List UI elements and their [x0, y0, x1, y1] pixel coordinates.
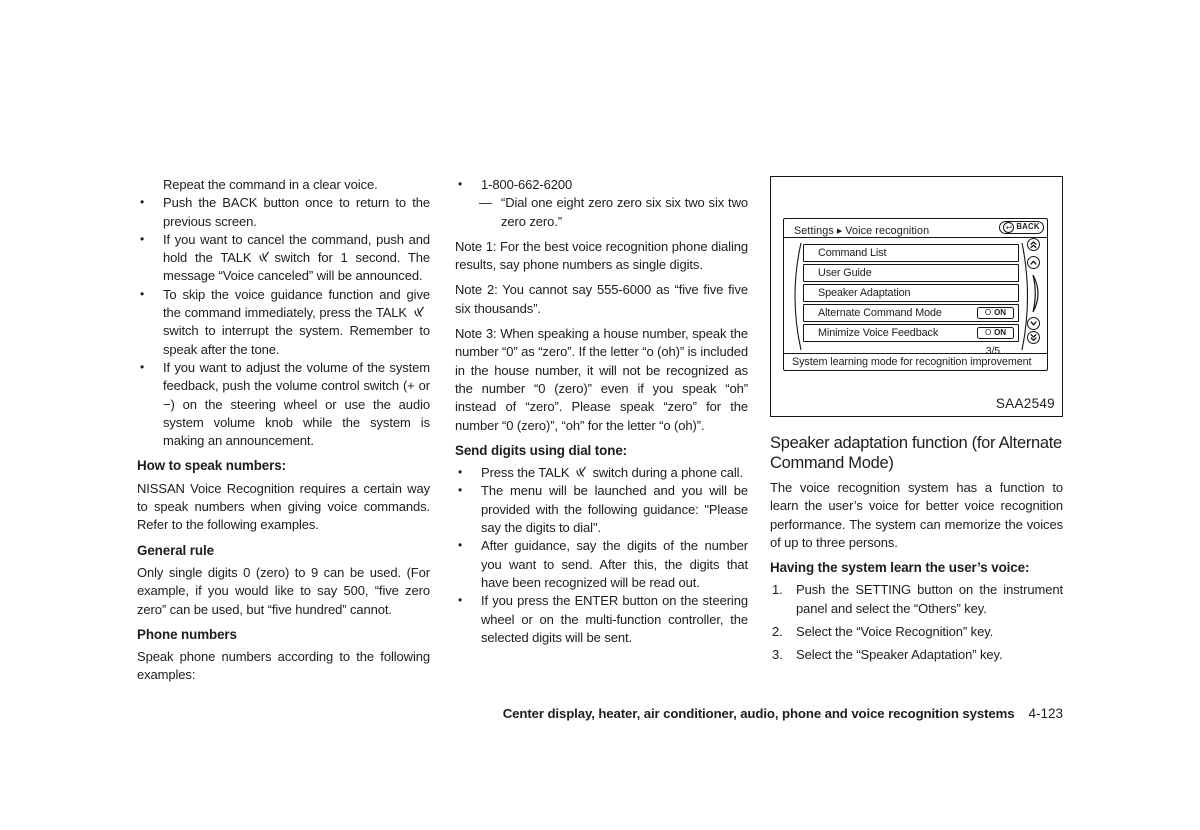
section-heading: Phone numbers — [137, 626, 237, 642]
bullet-item — [455, 482, 748, 537]
chevron-up-icon — [1029, 258, 1038, 267]
screen-status-bar — [784, 353, 1047, 370]
item-text: Push the SETTING button on the instrument panel and select the “Others” key. — [796, 582, 1063, 616]
menu-item-label: Command List — [818, 246, 887, 259]
section-heading: General rule — [137, 542, 214, 558]
bullet-text: switch for 1 second. The message “Voice canceled” will be announced. — [163, 250, 431, 284]
paragraph: NISSAN Voice Recognition requires a certain way to speak numbers when giving voice commands. Refer to the following examples. — [137, 480, 430, 533]
note-paragraph: Note 1: For the best voice recognition phone dialing results, say phone numbers as single digits. — [455, 238, 748, 273]
page-indicator: 3/5 — [985, 345, 1000, 357]
breadcrumb-arrow-icon: ▶ — [836, 228, 843, 235]
bullet-icon: • — [458, 177, 463, 191]
bullet-text: switch during a phone call. — [592, 465, 743, 481]
menu-item-alternate-command-mode — [803, 304, 1019, 322]
menu-item-command-list — [803, 244, 1019, 262]
item-text: Select the “Speaker Adaptation” key. — [796, 647, 1003, 663]
left-curve — [795, 243, 801, 350]
bullet-text: If you want to adjust the volume of the system feedback, push the volume control switch (+ or −) on the steering wheel or use the audio system volume knob while the system is making an announcement. — [163, 359, 430, 449]
paragraph: The voice recognition system has a function to learn the user’s voice for better voice recognition performance. The system can memorize the voices of up to three persons. — [770, 480, 1063, 550]
bullet-icon: • — [458, 538, 463, 553]
on-indicator-circle-icon: O — [985, 308, 992, 317]
dash-icon: — — [479, 195, 492, 211]
on-indicator — [977, 327, 1014, 339]
item-number: 3. — [772, 647, 783, 663]
menu-item-minimize-voice-feedback — [803, 324, 1019, 342]
bullet-item — [455, 176, 748, 194]
bullet-text: After guidance, say the digits of the number you want to send. After this, the digits that have been recognized will be read out. — [481, 538, 748, 590]
scroll-down-button — [1027, 317, 1040, 330]
bullet-item — [455, 464, 748, 482]
article-heading: Speaker adaptation function (for Alternate Command Mode) — [770, 434, 1062, 472]
left-column — [137, 176, 430, 692]
note-paragraph: Note 3: When speaking a house number, speak the number “0” as “zero”. If the letter “o (oh)” is included in the house number, it will not be recognized as the number “0 (zero)” even if you speak “oh” instead of “zero”. Please speak “zero” for the number “0 (zero)”, “oh” for the letter “o (oh)”. — [455, 326, 748, 433]
menu-item-speaker-adaptation — [803, 284, 1019, 302]
scroll-page-down-button — [1027, 331, 1040, 344]
scroll-up-button — [1027, 256, 1040, 269]
bullet-icon: • — [458, 465, 463, 480]
status-text: System learning mode for recognition improvement — [792, 355, 1032, 368]
screen-titlebar — [784, 219, 1047, 238]
numbered-item — [770, 581, 1063, 618]
bullet-text: Press the TALK — [481, 465, 570, 481]
sub-item-text: “Dial one eight zero zero six six two six two zero zero.” — [501, 195, 748, 229]
menu-item-label: Minimize Voice Feedback — [818, 326, 939, 339]
section-heading: How to speak numbers: — [137, 458, 286, 474]
bullet-icon: • — [458, 483, 463, 498]
bullet-icon: • — [458, 593, 463, 608]
talk-switch-icon — [412, 306, 425, 318]
bullet-text: 1-800-662-6200 — [481, 177, 573, 192]
scrollbar-thumb — [1033, 275, 1038, 312]
paragraph: Only single digits 0 (zero) to 9 can be used. (For example, if you would like to say 500, “five zero zero” can be used, but “five hundred” cannot. — [137, 564, 430, 617]
back-button-label: BACK — [1016, 222, 1040, 232]
numbered-item — [770, 646, 1063, 664]
bullet-icon: • — [140, 359, 145, 374]
figure-voice-settings-screen — [770, 176, 1063, 417]
chevron-down-icon — [1029, 319, 1038, 328]
item-text: Select the “Voice Recognition” key. — [796, 624, 994, 640]
bullet-icon: • — [140, 195, 145, 210]
bullet-item — [455, 537, 748, 592]
talk-switch-icon — [257, 251, 270, 263]
scroll-page-up-button — [1027, 238, 1040, 251]
item-number: 1. — [772, 582, 783, 598]
bullet-text: If you want to cancel the command, push and hold the TALK — [163, 231, 430, 266]
breadcrumb — [794, 222, 929, 241]
right-column — [770, 176, 1063, 670]
bullet-text: Push the BACK button once to return to the previous screen. — [163, 195, 430, 229]
figure-code: SAA2549 — [995, 395, 1055, 411]
breadcrumb-section: Voice recognition — [845, 225, 930, 237]
talk-switch-icon — [574, 466, 587, 478]
paragraph: Speak phone numbers according to the following examples: — [137, 649, 430, 683]
footer-running-title: Center display, heater, air conditioner, audio, phone and voice recognition systems — [502, 706, 1015, 721]
double-chevron-down-icon — [1029, 333, 1038, 342]
bullet-item — [137, 194, 430, 231]
bullet-icon: • — [140, 286, 145, 301]
bullet-item — [137, 286, 430, 359]
bullet-item — [137, 359, 430, 450]
section-heading: Send digits using dial tone: — [455, 442, 628, 458]
section-heading: Having the system learn the user’s voice: — [770, 560, 1030, 576]
page-footer — [503, 706, 1063, 721]
bullet-item — [137, 231, 430, 286]
breadcrumb-settings: Settings — [794, 225, 834, 237]
on-indicator-label: ON — [994, 328, 1006, 337]
back-button — [999, 221, 1044, 234]
menu-item-label: Alternate Command Mode — [818, 306, 942, 319]
illustrated-screen — [783, 218, 1048, 371]
middle-column — [455, 176, 748, 647]
double-chevron-up-icon — [1029, 240, 1038, 249]
sub-item — [455, 194, 748, 231]
on-indicator-circle-icon: O — [985, 328, 992, 337]
numbered-item — [770, 623, 1063, 641]
bullet-item — [455, 592, 748, 647]
menu-item-label: Speaker Adaptation — [818, 286, 911, 299]
bullet-text: If you press the ENTER button on the steering wheel or on the multi-function controller, the selected digits will be sent. — [481, 593, 748, 645]
note-paragraph: Note 2: You cannot say 555-6000 as “five five five six thousands”. — [455, 282, 748, 316]
back-arrow-icon: ↩ — [1003, 222, 1014, 233]
bullet-text: switch to interrupt the system. Remember to speak after the tone. — [163, 323, 430, 357]
bullet-text: The menu will be launched and you will be provided with the following guidance: "Please say the digits to dial". — [481, 483, 748, 536]
menu-item-user-guide — [803, 264, 1019, 282]
item-number: 2. — [772, 624, 783, 640]
on-indicator — [977, 307, 1014, 319]
paragraph: Repeat the command in a clear voice. — [163, 177, 378, 192]
bullet-icon: • — [140, 231, 145, 246]
footer-page-number: 4-123 — [1028, 706, 1063, 721]
menu-item-label: User Guide — [818, 266, 872, 279]
bullet-text: To skip the voice guidance function and give the command immediately, press the TALK — [163, 286, 430, 321]
on-indicator-label: ON — [994, 308, 1006, 317]
